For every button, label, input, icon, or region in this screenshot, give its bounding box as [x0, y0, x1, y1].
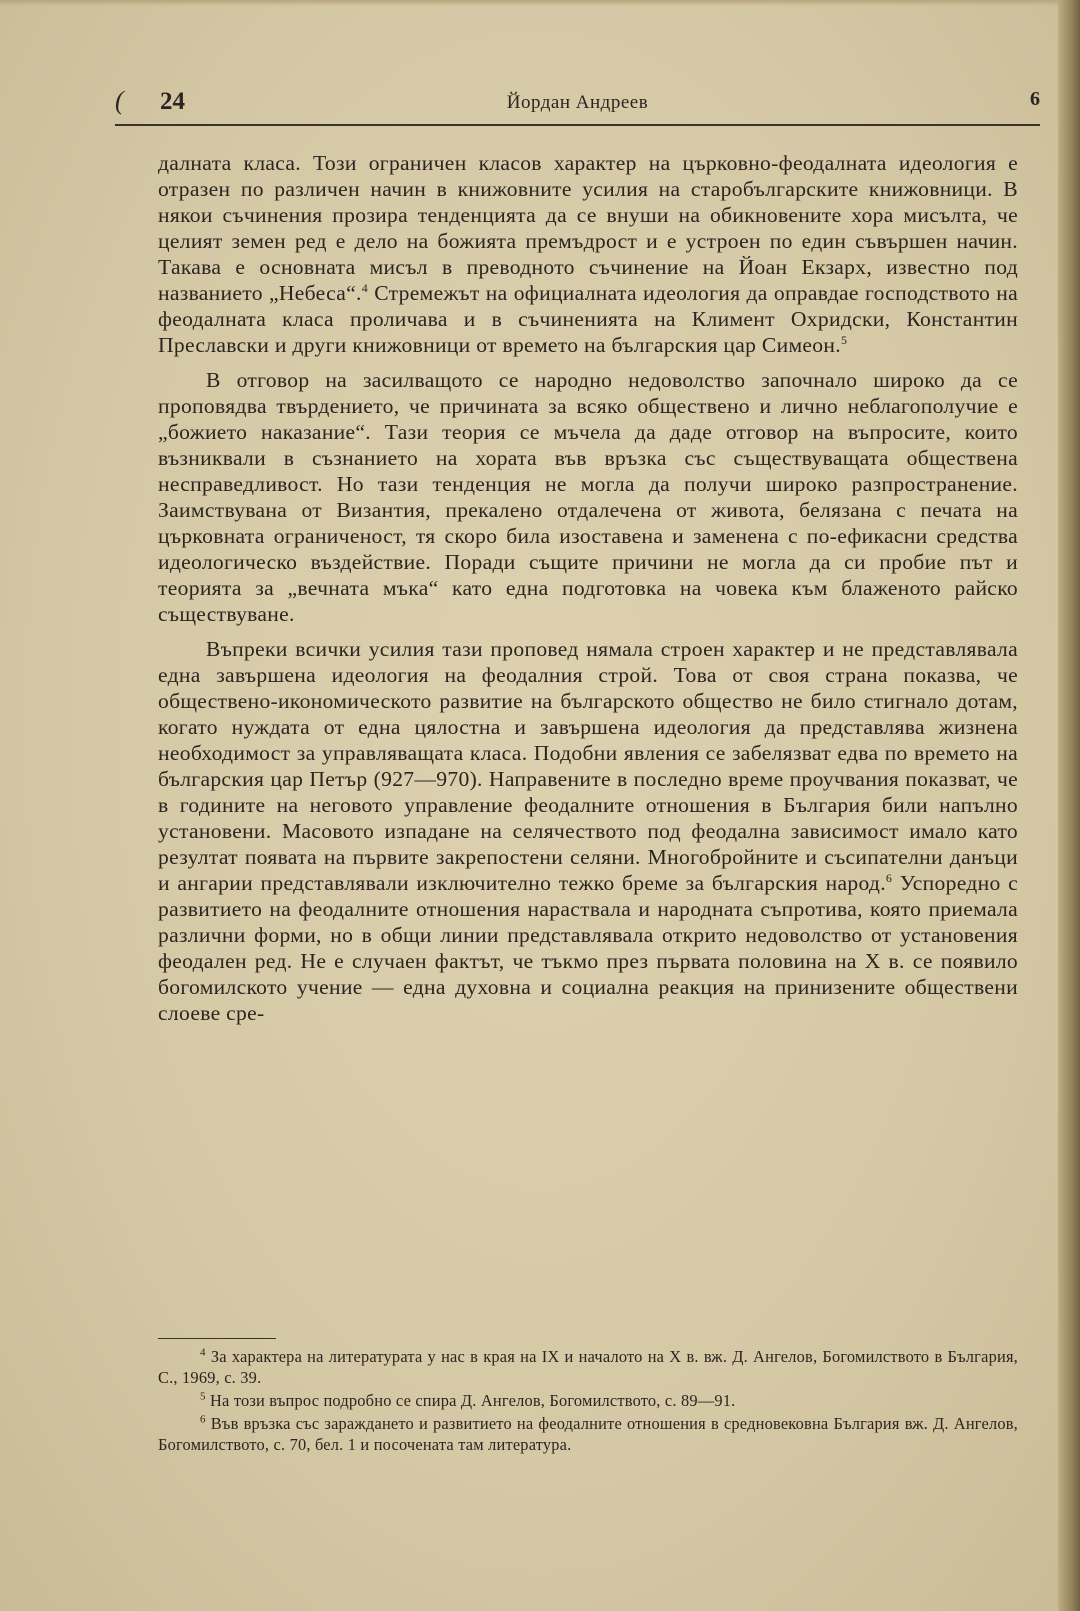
- footnote-number: 6: [200, 1413, 206, 1426]
- footnote-6: [158, 1413, 1018, 1455]
- paragraph-text: Успоредно с развитието на феодалните отношения нараствала и народната съпротива, която приемала различни форми, но в общи линии представлявала открито недоволство от установения феодален ред. Не е случаен фактът, че тъкмо през първата половина на X в. се появило богомилското учение — една духовна и социална реакция на принизените обществени слоеве сре-: [158, 871, 1018, 1025]
- footnote-ref-5: 5: [840, 332, 848, 347]
- footnote-separator: [158, 1338, 276, 1339]
- paragraph-1: [158, 150, 1018, 358]
- footnote-text: За характера на литературата у нас в края на IX и началото на X в. вж. Д. Ангелов, Богомилството в България, С., 1969, с. 39.: [158, 1347, 1018, 1387]
- paragraph-text: Въпреки всички усилия тази проповед нямала строен характер и не представлявала една завършена идеология на феодалния строй. Това от своя страна показва, че обществено-икономическото развитие на българското общество не било стигнало дотам, когато нуждата от една цялостна и завършена идеология да представлява жизнена необходимост за управляващата класа. Подобни явления се забелязват едва по времето на българския цар Петър (927—970). Направените в последно време проучвания показват, че в годините на неговото управление феодалните отношения в България били напълно установени. Масовото изпадане на селячеството под феодална зависимост имало като резултат появата на първите закрепостени селяни. Многобройните и съсипателни данъци и ангарии представлявали изключително тежко бреме за българския народ.: [158, 637, 1018, 895]
- left-margin-mark: (: [115, 86, 124, 115]
- paragraph-3: [158, 636, 1018, 1026]
- footnote-5: [158, 1390, 1018, 1411]
- page-number: 24: [160, 88, 185, 115]
- footnote-number: 5: [200, 1390, 206, 1403]
- footnote-ref-4: 4: [361, 280, 369, 295]
- footnote-number: 4: [200, 1346, 206, 1359]
- body-text: [158, 150, 1018, 1035]
- running-head-author: Йордан Андреев: [506, 92, 649, 113]
- footnote-4: [158, 1346, 1018, 1388]
- footnotes: [158, 1346, 1018, 1457]
- paragraph-text: Стремежът на официалната идеология да оправдае господството на феодалната класа проличава и в съчиненията на Климент Охридски, Константин Преславски и други книжовници от времето на българския цар Симеон.: [158, 281, 1018, 357]
- paragraph-text: далната класа. Този ограничен класов характер на църковно-феодалната идеология е отразен по различен начин в книжовните усилия на старобългарските книжовници. В някои съчинения прозира тенденцията да се внуши на обикновените хора мисълта, че целият земен ред е дело на божията премъдрост и е устроен по един съвършен начин. Такава е основната мисъл в преводното съчинение на Йоан Екзарх, известно под названието „Небеса“.: [158, 151, 1018, 305]
- footnote-ref-6: 6: [885, 870, 893, 885]
- top-fold-shadow: [0, 0, 1058, 6]
- right-margin-mark: 6: [1030, 88, 1040, 110]
- footnote-text: Във връзка със зараждането и развитието на феодалните отношения в средновековна България вж. Д. Ангелов, Богомилството, с. 70, бел. 1 и посочената там литература.: [158, 1414, 1018, 1454]
- page-edge: [1058, 0, 1080, 1611]
- paragraph-2: В отговор на засилващото се народно недоволство започнало широко да се проповядва твърдението, че причината за всяко обществено и лично неблагополучие е „божието наказание“. Тази теория се мъчела да даде отговор на въпросите, които възниквали в съзнанието на хората във връзка със съществуващата обществена несправедливост. Но тази тенденция не могла да получи широко разпространение. Заимствувана от Византия, прекалено отдалечена от живота, белязана с печата на църковната ограниченост, тя скоро била изоставена и заменена с по-ефикасни средства идеологическо въздействие. Поради същите причини не могла да си пробие път и теорията за „вечната мъка“ като една подготовка на човека към блаженото райско съществуване.: [158, 368, 1018, 626]
- footnote-text: На този въпрос подробно се спира Д. Ангелов, Богомилството, с. 89—91.: [210, 1391, 736, 1410]
- page-header: [115, 84, 1040, 126]
